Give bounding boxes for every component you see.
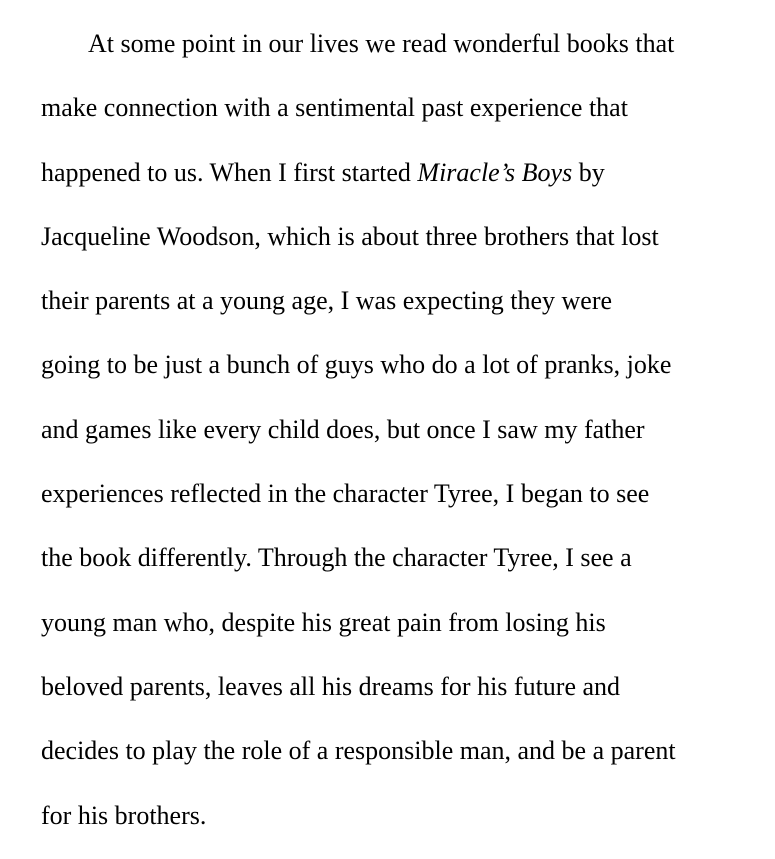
text-line-7: and games like every child does, but once I saw my father (41, 414, 645, 444)
book-title: Miracle’s Boys (417, 157, 573, 187)
text-line-5: their parents at a young age, I was expecting they were (41, 286, 613, 316)
text-line-9: the book differently. Through the character Tyree, I see a (41, 543, 632, 573)
text-line-8: experiences reflected in the character Tyree, I began to see (41, 479, 650, 509)
text-line-11: beloved parents, leaves all his dreams for his future and (41, 671, 621, 701)
text-line-12: decides to play the role of a responsible man, and be a parent (41, 736, 676, 766)
text-line-6: going to be just a bunch of guys who do a lot of pranks, joke (41, 350, 672, 380)
text-line-3-start: happened to us. When I first started (41, 157, 418, 187)
text-line-13: for his brothers. (41, 800, 207, 830)
text-line-3-end: by (572, 157, 605, 187)
essay-paragraph (41, 12, 676, 848)
text-line-4: Jacqueline Woodson, which is about three brothers that lost (41, 221, 659, 251)
text-line-1: At some point in our lives we read wonderful books that (88, 29, 675, 58)
text-line-10: young man who, despite his great pain from losing his (41, 607, 606, 637)
text-line-2: make connection with a sentimental past experience that (41, 93, 628, 123)
text-line-3 (41, 141, 676, 205)
